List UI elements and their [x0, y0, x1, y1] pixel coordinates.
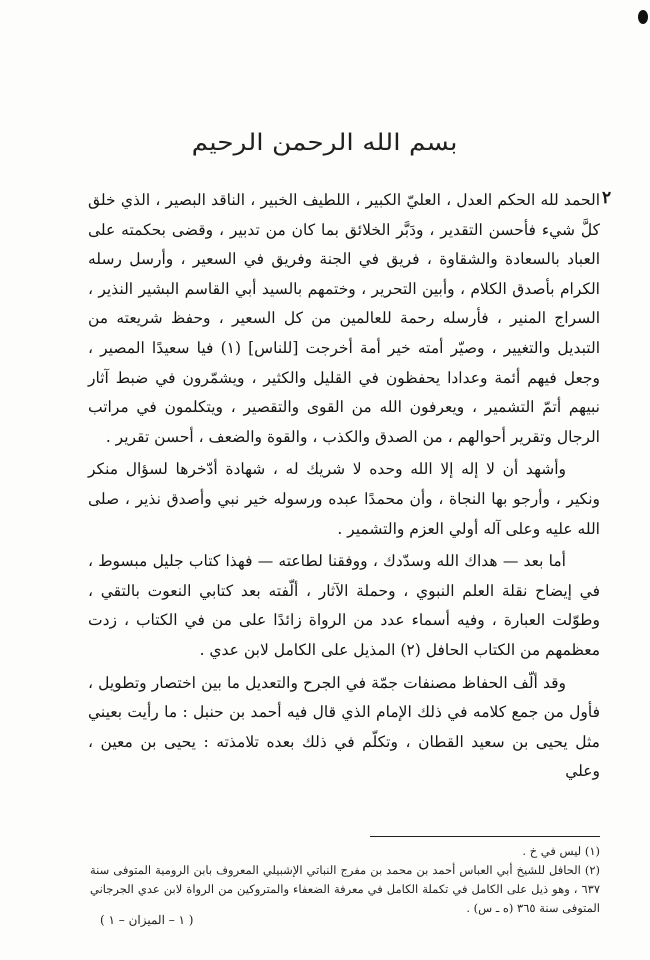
footnote-separator: [370, 836, 600, 837]
footnote-1: (١) ليس في خ .: [522, 844, 600, 858]
basmala-heading: [0, 130, 650, 156]
paragraph-1: الحمد لله الحكم العدل ، العليّ الكبير ، اللطيف الخبير ، الناقد البصير ، الذي خلق كلَّ شيء فأحسن التقدير ، ودَبَّر الخلائق بما كان من تدبير ، وقضى بحكمته على العباد بالسعادة والشقاوة ، فريق في الجنة وفريق في السعير ، وأرسل رسله الكرام بأصدق الكلام ، وأبين التحرير ، وختمهم بالسيد أبي القاسم البشير النذير ، السراج المنير ، فأرسله رحمة للعالمين من كل السعير ، وحفظ شريعته من التبديل والتغيير ، وصيّر أمته خير أمة أخرجت [للناس] (١) فيا سعيدًا المصير ، وجعل فيهم أئمة وعدادا يحفظون في القليل والكثير ، ويشمّرون في ضبط آثار نبيهم أتمّ التشمير ، ويعرفون الله من القوى والتقصير ، ويتكلمون في مراتب الرجال وتقرير أحوالهم ، من الصدق والكذب ، والقوة والضعف ، أحسن تقرير .: [88, 191, 601, 446]
paragraph-4: وقد ألّف الحفاظ مصنفات جمّة في الجرح والتعديل ما بين اختصار وتطويل ، فأول من جمع كلامه في ذلك الإمام الذي قال فيه أحمد بن حنبل : ما رأيت بعيني مثل يحيى بن سعيد القطان ، وتكلّم في ذلك بعده تلامذته : يحيى بن معين ، وعلي: [88, 673, 600, 781]
signature-mark: ( ١ – الميزان – ١ ): [100, 913, 194, 927]
paragraph-3: أما بعد — هداك الله وسدّدك ، ووفقنا لطاعته — فهذا كتاب جليل مبسوط ، في إيضاح نقلة العلم النبوي ، وحملة الآثار ، ألّفته بعد كتابي النعوت بالتقي ، وطوّلت العبارة ، وفيه أسماء عدد من الرواة زائدًا على من في الكتاب ، زدت معظمهم من الكتاب الحافل (٢) المذيل على الكامل لابن عدي .: [88, 552, 600, 659]
paragraph-2: وأشهد أن لا إله إلا الله وحده لا شريك له ، شهادة أدّخرها لسؤال منكر ونكير ، وأرجو بها النجاة ، وأن محمدًا عبده ورسوله خير نبي وأصدق نذير ، صلى الله عليه وعلى آله أولي العزم والتشمير .: [88, 460, 600, 538]
basmala-text: بسم الله الرحمن الرحيم: [192, 130, 458, 156]
corner-blot: [638, 10, 648, 24]
footnote-2: (٢) الحافل للشيخ أبي العباس أحمد بن محمد بن مفرج النباتي الإشبيلي المعروف بابن الرومية المتوفى سنة ٦٣٧ ، وهو ذيل على الكامل في تكملة الكامل في معرفة الضعفاء والمتروكين من الرواة لابن عدي الجرجاني المتوفى سنة ٣٦٥ (ه ـ س) .: [90, 863, 600, 915]
footnotes: [90, 842, 600, 918]
page-reference-number: ٢: [602, 188, 612, 208]
main-text: [88, 186, 600, 787]
